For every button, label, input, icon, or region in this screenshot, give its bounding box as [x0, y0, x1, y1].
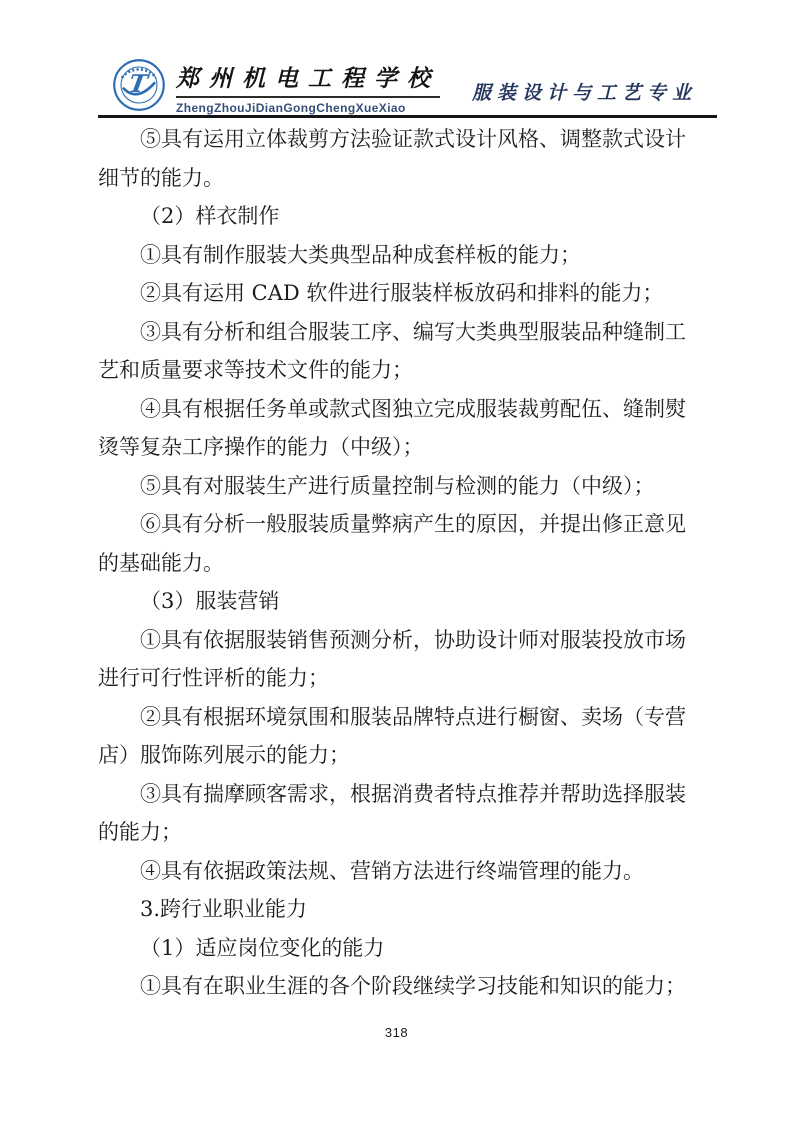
- paragraph: （1）适应岗位变化的能力: [140, 935, 385, 960]
- svg-text:T: T: [126, 69, 150, 99]
- paragraph: ③具有分析和组合服装工序、编写大类典型服装品种缝制工艺和质量要求等技术文件的能力；: [98, 319, 686, 382]
- page-footer: [0, 1022, 793, 1041]
- document-body: [98, 120, 686, 1006]
- header-divider: [98, 115, 717, 118]
- paragraph: ①具有依据服装销售预测分析，协助设计师对服装投放市场进行可行性评析的能力；: [98, 627, 686, 690]
- paragraph: ④具有根据任务单或款式图独立完成服装裁剪配伍、缝制熨烫等复杂工序操作的能力（中级）；: [98, 396, 686, 459]
- paragraph: ③具有揣摩顾客需求，根据消费者特点推荐并帮助选择服装的能力；: [98, 781, 686, 844]
- paragraph: ⑤具有运用立体裁剪方法验证款式设计风格、调整款式设计细节的能力。: [98, 127, 686, 190]
- page-number: 318: [384, 1025, 409, 1040]
- paragraph: ⑥具有分析一般服装质量弊病产生的原因，并提出修正意见的基础能力。: [98, 512, 686, 575]
- paragraph: ②具有根据环境氛围和服装品牌特点进行橱窗、卖场（专营店）服饰陈列展示的能力；: [98, 704, 686, 767]
- page-header: [98, 56, 717, 116]
- paragraph: ⑤具有对服装生产进行质量控制与检测的能力（中级）；: [140, 473, 655, 498]
- paragraph: 3.跨行业职业能力: [140, 897, 308, 921]
- school-pinyin: ZhengZhouJiDianGongChengXueXiao: [176, 101, 406, 115]
- school-name-block: [176, 58, 440, 115]
- paragraph: （3）服装营销: [140, 589, 280, 613]
- paragraph: ①具有在职业生涯的各个阶段继续学习技能和知识的能力；: [140, 974, 686, 998]
- paragraph: ②具有运用 CAD 软件进行服装样板放码和排料的能力；: [140, 281, 664, 305]
- school-name: 郑州机电工程学校: [176, 60, 440, 98]
- department-title: 服装设计与工艺专业: [471, 82, 697, 104]
- paragraph: （2）样衣制作: [140, 204, 280, 228]
- paragraph: ④具有依据政策法规、营销方法进行终端管理的能力。: [140, 858, 644, 883]
- paragraph: ①具有制作服装大类典型品种成套样板的能力；: [140, 242, 581, 267]
- school-brand: [112, 58, 440, 115]
- school-logo-icon: [112, 58, 166, 112]
